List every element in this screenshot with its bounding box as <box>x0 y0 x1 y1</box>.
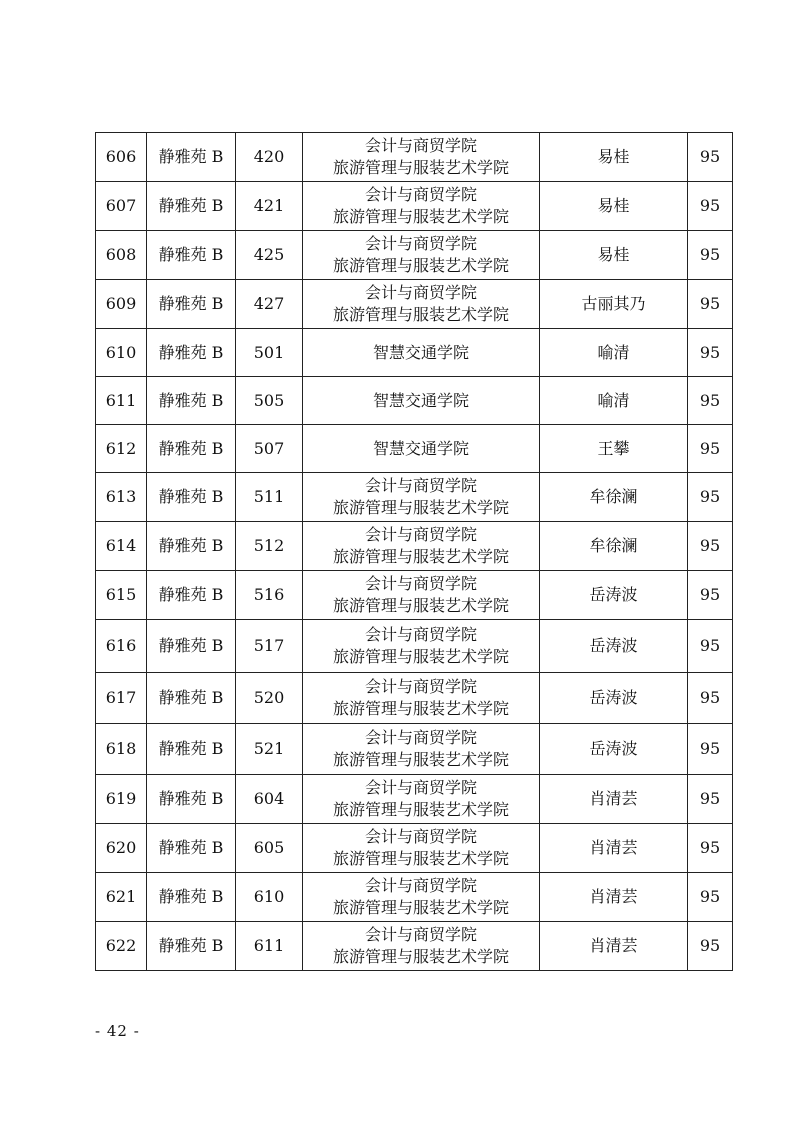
dormitory-score-table <box>95 132 733 971</box>
college-name: 旅游管理与服装艺术学院 <box>332 800 509 819</box>
room-cell: 511 <box>236 473 303 522</box>
table-row <box>96 873 733 922</box>
college-name: 会计与商贸学院 <box>364 185 477 204</box>
row-number-cell: 617 <box>96 673 147 724</box>
score-cell: 95 <box>688 425 733 473</box>
college-cell <box>303 724 540 775</box>
row-number-cell: 615 <box>96 571 147 620</box>
table-row <box>96 673 733 724</box>
building-cell: 静雅苑 B <box>147 724 236 775</box>
room-cell: 604 <box>236 775 303 824</box>
building-cell: 静雅苑 B <box>147 522 236 571</box>
college-name: 旅游管理与服装艺术学院 <box>332 947 509 966</box>
room-cell: 611 <box>236 922 303 971</box>
person-cell: 喻清 <box>540 377 688 425</box>
college-cell <box>303 133 540 182</box>
room-cell: 421 <box>236 182 303 231</box>
building-cell: 静雅苑 B <box>147 231 236 280</box>
score-cell: 95 <box>688 922 733 971</box>
row-number-cell: 614 <box>96 522 147 571</box>
college-cell <box>303 775 540 824</box>
college-cell <box>303 425 540 473</box>
table-row <box>96 231 733 280</box>
person-cell: 王攀 <box>540 425 688 473</box>
college-cell <box>303 673 540 724</box>
person-cell: 岳涛波 <box>540 571 688 620</box>
person-cell: 易桂 <box>540 231 688 280</box>
row-number-cell: 607 <box>96 182 147 231</box>
person-cell: 岳涛波 <box>540 724 688 775</box>
room-cell: 425 <box>236 231 303 280</box>
college-name: 会计与商贸学院 <box>364 136 477 155</box>
college-name: 旅游管理与服装艺术学院 <box>332 750 509 769</box>
row-number-cell: 619 <box>96 775 147 824</box>
college-cell <box>303 231 540 280</box>
row-number-cell: 608 <box>96 231 147 280</box>
person-cell: 岳涛波 <box>540 620 688 673</box>
score-cell: 95 <box>688 182 733 231</box>
page-number: - 42 - <box>95 1022 140 1040</box>
person-cell: 肖清芸 <box>540 824 688 873</box>
building-cell: 静雅苑 B <box>147 775 236 824</box>
row-number-cell: 611 <box>96 377 147 425</box>
room-cell: 521 <box>236 724 303 775</box>
college-name: 会计与商贸学院 <box>364 876 477 895</box>
room-cell: 505 <box>236 377 303 425</box>
college-cell <box>303 473 540 522</box>
table-row <box>96 620 733 673</box>
college-cell <box>303 922 540 971</box>
table-row <box>96 473 733 522</box>
college-name: 旅游管理与服装艺术学院 <box>332 158 509 177</box>
college-cell <box>303 329 540 377</box>
college-name: 会计与商贸学院 <box>364 925 477 944</box>
row-number-cell: 616 <box>96 620 147 673</box>
college-name: 会计与商贸学院 <box>364 778 477 797</box>
person-cell: 易桂 <box>540 133 688 182</box>
table-row <box>96 922 733 971</box>
row-number-cell: 609 <box>96 280 147 329</box>
room-cell: 512 <box>236 522 303 571</box>
table-row <box>96 425 733 473</box>
person-cell: 肖清芸 <box>540 922 688 971</box>
room-cell: 610 <box>236 873 303 922</box>
score-cell: 95 <box>688 522 733 571</box>
building-cell: 静雅苑 B <box>147 620 236 673</box>
table-row <box>96 571 733 620</box>
college-name: 旅游管理与服装艺术学院 <box>332 305 509 324</box>
table-row <box>96 133 733 182</box>
college-name: 会计与商贸学院 <box>364 234 477 253</box>
row-number-cell: 613 <box>96 473 147 522</box>
college-name: 会计与商贸学院 <box>364 677 477 696</box>
table-row <box>96 522 733 571</box>
person-cell: 岳涛波 <box>540 673 688 724</box>
person-cell: 古丽其乃 <box>540 280 688 329</box>
building-cell: 静雅苑 B <box>147 329 236 377</box>
college-cell <box>303 280 540 329</box>
room-cell: 520 <box>236 673 303 724</box>
score-cell: 95 <box>688 571 733 620</box>
score-cell: 95 <box>688 824 733 873</box>
score-cell: 95 <box>688 724 733 775</box>
college-name: 会计与商贸学院 <box>364 283 477 302</box>
college-cell <box>303 571 540 620</box>
table-row <box>96 724 733 775</box>
college-cell <box>303 824 540 873</box>
college-name: 会计与商贸学院 <box>364 525 477 544</box>
table-row <box>96 824 733 873</box>
college-name: 智慧交通学院 <box>372 438 469 458</box>
person-cell: 易桂 <box>540 182 688 231</box>
college-name: 旅游管理与服装艺术学院 <box>332 547 509 566</box>
score-cell: 95 <box>688 673 733 724</box>
college-name: 旅游管理与服装艺术学院 <box>332 596 509 615</box>
score-cell: 95 <box>688 231 733 280</box>
room-cell: 516 <box>236 571 303 620</box>
score-cell: 95 <box>688 620 733 673</box>
person-cell: 肖清芸 <box>540 775 688 824</box>
score-cell: 95 <box>688 873 733 922</box>
person-cell: 牟徐澜 <box>540 522 688 571</box>
building-cell: 静雅苑 B <box>147 873 236 922</box>
score-cell: 95 <box>688 133 733 182</box>
college-name: 旅游管理与服装艺术学院 <box>332 498 509 517</box>
score-cell: 95 <box>688 473 733 522</box>
building-cell: 静雅苑 B <box>147 280 236 329</box>
college-cell <box>303 522 540 571</box>
room-cell: 605 <box>236 824 303 873</box>
row-number-cell: 610 <box>96 329 147 377</box>
room-cell: 420 <box>236 133 303 182</box>
college-name: 旅游管理与服装艺术学院 <box>332 699 509 718</box>
building-cell: 静雅苑 B <box>147 182 236 231</box>
building-cell: 静雅苑 B <box>147 673 236 724</box>
college-cell <box>303 377 540 425</box>
table-body <box>96 133 733 971</box>
row-number-cell: 612 <box>96 425 147 473</box>
row-number-cell: 606 <box>96 133 147 182</box>
building-cell: 静雅苑 B <box>147 133 236 182</box>
person-cell: 喻清 <box>540 329 688 377</box>
building-cell: 静雅苑 B <box>147 377 236 425</box>
building-cell: 静雅苑 B <box>147 473 236 522</box>
college-name: 会计与商贸学院 <box>364 827 477 846</box>
score-cell: 95 <box>688 775 733 824</box>
building-cell: 静雅苑 B <box>147 922 236 971</box>
room-cell: 427 <box>236 280 303 329</box>
building-cell: 静雅苑 B <box>147 824 236 873</box>
college-name: 智慧交通学院 <box>372 342 469 362</box>
college-cell <box>303 182 540 231</box>
college-name: 智慧交通学院 <box>372 390 469 410</box>
college-name: 旅游管理与服装艺术学院 <box>332 647 509 666</box>
college-name: 旅游管理与服装艺术学院 <box>332 898 509 917</box>
college-name: 会计与商贸学院 <box>364 625 477 644</box>
table-row <box>96 280 733 329</box>
score-cell: 95 <box>688 329 733 377</box>
score-cell: 95 <box>688 377 733 425</box>
college-name: 旅游管理与服装艺术学院 <box>332 256 509 275</box>
college-name: 会计与商贸学院 <box>364 728 477 747</box>
college-name: 旅游管理与服装艺术学院 <box>332 849 509 868</box>
college-name: 旅游管理与服装艺术学院 <box>332 207 509 226</box>
building-cell: 静雅苑 B <box>147 571 236 620</box>
college-cell <box>303 873 540 922</box>
room-cell: 517 <box>236 620 303 673</box>
table-row <box>96 182 733 231</box>
person-cell: 牟徐澜 <box>540 473 688 522</box>
college-cell <box>303 620 540 673</box>
row-number-cell: 621 <box>96 873 147 922</box>
college-name: 会计与商贸学院 <box>364 574 477 593</box>
building-cell: 静雅苑 B <box>147 425 236 473</box>
table-row <box>96 377 733 425</box>
row-number-cell: 620 <box>96 824 147 873</box>
room-cell: 507 <box>236 425 303 473</box>
person-cell: 肖清芸 <box>540 873 688 922</box>
score-cell: 95 <box>688 280 733 329</box>
row-number-cell: 622 <box>96 922 147 971</box>
room-cell: 501 <box>236 329 303 377</box>
college-name: 会计与商贸学院 <box>364 476 477 495</box>
row-number-cell: 618 <box>96 724 147 775</box>
table-row <box>96 775 733 824</box>
table-row <box>96 329 733 377</box>
